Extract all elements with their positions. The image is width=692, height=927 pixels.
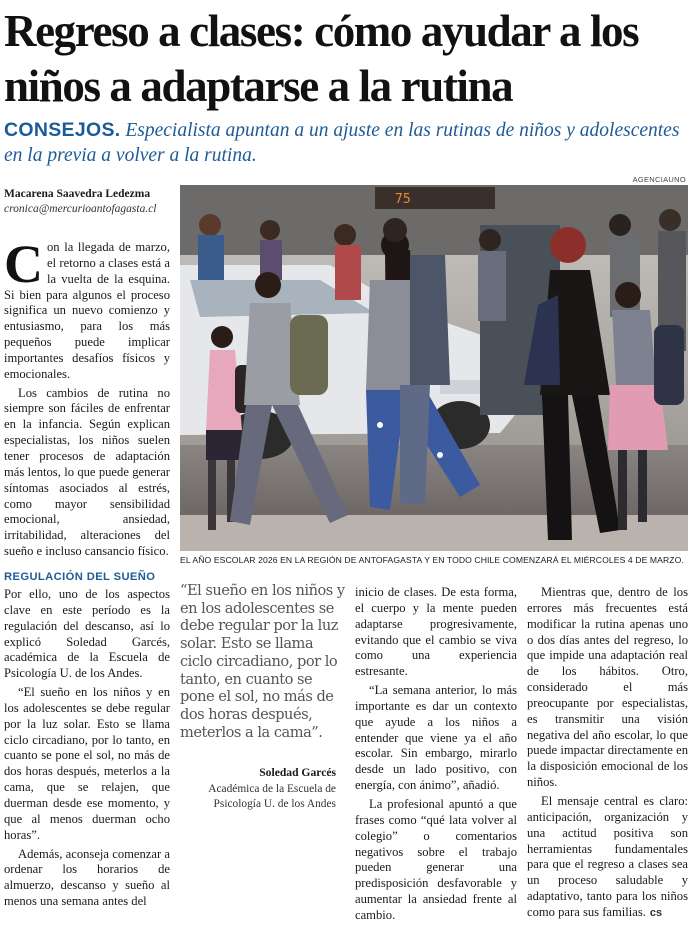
quote-attribution-name: Soledad Garcés xyxy=(259,766,336,779)
paragraph: on la llegada de marzo, el retorno a clases está a la vuelta de la esquina. Si bien para algunos el proceso significa un nuevo comienzo y entusiasmo, para los más pequeños puede implicar importantes desafíos físicos y emocionales. xyxy=(4,240,170,381)
paragraph: “El sueño en los niños y en los adolescentes se debe regular por la luz solar. Esto se llama ciclo circadiano, por lo tanto, en cuanto se pone el sol, no más de dos horas después, meterlos a la cama, que se relajen, que duerman desde ese momento, y que al menos duerman ocho horas”. xyxy=(4,685,170,842)
end-mark-icon: cs xyxy=(649,906,663,919)
deck-text: Especialista apuntan a un ajuste en las rutinas de niños y adolescentes en la previa a volver a la rutina. xyxy=(4,120,680,166)
photo-caption: EL AÑO ESCOLAR 2026 EN LA REGIÓN DE ANTOFAGASTA Y EN TODO CHILE COMENZARÁ EL MIÉRCOLES 4 DE MARZO. xyxy=(180,555,684,565)
article-column-1 xyxy=(4,234,170,563)
subheading: REGULACIÓN DEL SUEÑO xyxy=(4,571,156,583)
article-column-4 xyxy=(527,585,688,925)
deck-lead: CONSEJOS. xyxy=(4,119,121,141)
crowd-photo-illustration xyxy=(180,185,688,551)
drop-cap: C xyxy=(4,234,43,294)
article-column-2 xyxy=(4,570,170,913)
paragraph: “La semana anterior, lo más importante es dar un contexto que ayude a los niños a entender que viene ya el año escolar. Sin embargo, mirarlo desde un lado positivo, con energía, con ánimo”, añadió. xyxy=(355,683,517,793)
paragraph: La profesional apuntó a que frases como “qué lata volver al colegio” o comentarios negativos sobre el trabajo pueden generar una predisposición desfavorable y aumentar la ansiedad frente al cambio. xyxy=(355,796,517,922)
svg-text:75: 75 xyxy=(395,192,411,207)
paragraph: Mientras que, dentro de los errores más frecuentes está modificar la rutina apenas uno o dos días antes del regreso, lo que impide una adaptación real de los hábitos. Otro, considerado el más preocupante por especialistas, es transmitir una visión negativa del año escolar, lo que puede impactar directamente en la disposición emocional de los niños. xyxy=(527,585,688,790)
paragraph: inicio de clases. De esta forma, el cuerpo y la mente pueden adaptarse progresivamente, evitando que el cambio se viva como una experiencia estresante. xyxy=(355,585,517,679)
quote-attribution-role: Académica de la Escuela de Psicología U. de los Andes xyxy=(208,783,336,810)
deck xyxy=(4,118,688,168)
paragraph: Además, aconseja comenzar a ordenar los horarios de almuerzo, descanso y sueño al menos una semana antes del xyxy=(4,846,170,909)
author-email: cronica@mercurioantofagasta.cl xyxy=(4,203,157,215)
byline xyxy=(4,187,176,217)
headline: Regreso a clases: cómo ayudar a los niños a adaptarse a la rutina xyxy=(4,6,639,111)
news-photo xyxy=(180,185,688,551)
author-name: Macarena Saavedra Ledezma xyxy=(4,188,151,200)
photo-credit: AGENCIAUNO xyxy=(632,175,686,184)
paragraph: Los cambios de rutina no siempre son fáciles de enfrentar en la infancia. Según explican especialistas, los niños suelen tener procesos de adaptación más lentos, lo que puede generar síntomas asociados al estrés, como mayor sensibilidad emocional, ansiedad, irritabilidad, alteraciones del sueño e incluso cansancio físico. xyxy=(4,385,170,559)
paragraph: Por ello, uno de los aspectos clave en este período es la regulación del descanso, así lo explicó Soledad Garcés, académica de la Escuela de Psicología U. de los Andes. xyxy=(4,587,170,681)
pull-quote: “El sueño en los niños y en los adolescentes se debe regular por la luz solar. Esto se llama ciclo circadiano, por lo tanto, en cuanto se pone el sol, no más de dos horas después, meterlos a la cama”. xyxy=(180,582,345,741)
paragraph: El mensaje central es claro: anticipación, organización y una actitud positiva son herramientas fundamentales para que el regreso a clases sea un proceso saludable y adaptativo, tanto para los niños como para sus familias. xyxy=(527,793,688,919)
article-column-3 xyxy=(355,585,517,927)
